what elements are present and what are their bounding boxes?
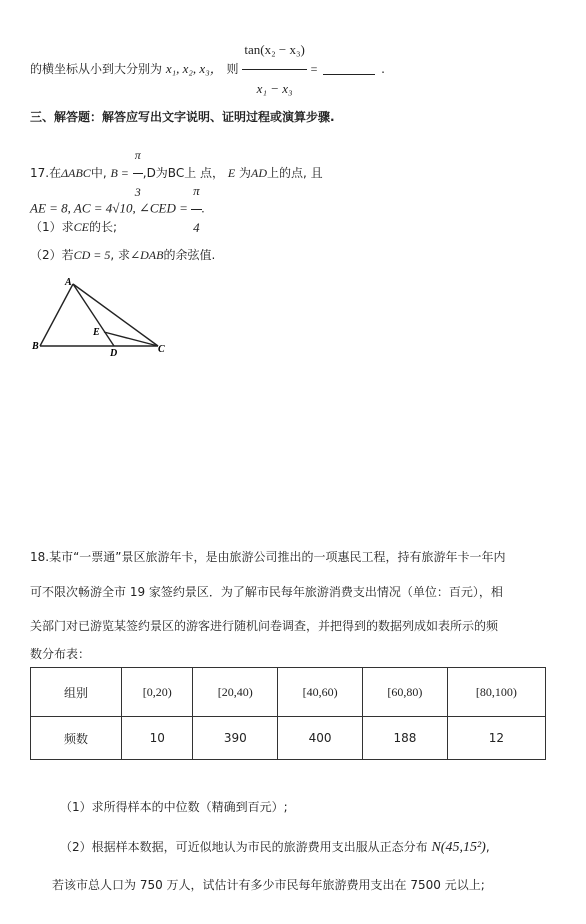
pi-symbol: π bbox=[133, 138, 143, 174]
q17-segment-ad: AD bbox=[251, 166, 268, 180]
q17-text: 17.在 bbox=[30, 166, 62, 180]
table-cell: [40,60) bbox=[278, 668, 363, 717]
q18-part1: （1）求所得样本的中位数（精确到百元）; bbox=[60, 800, 288, 814]
q17-conditions: AE = 8, AC = 4√10, ∠CED = bbox=[30, 200, 188, 216]
q17-cd-value: CD = 5 bbox=[73, 248, 111, 262]
triangle-figure bbox=[28, 276, 178, 360]
q17-triangle: ΔABC bbox=[61, 166, 91, 180]
label-e: E bbox=[93, 327, 100, 338]
side-ab bbox=[40, 284, 73, 346]
top-equals: = bbox=[310, 62, 318, 76]
top-line bbox=[30, 32, 385, 107]
q17-part2-text: （2）若 bbox=[30, 248, 74, 262]
label-d: D bbox=[110, 348, 118, 359]
q17-text: 为 bbox=[239, 166, 252, 180]
q18-part2-comma: , bbox=[485, 840, 490, 854]
top-then: 则 bbox=[226, 62, 239, 76]
table-cell: [80,100) bbox=[447, 668, 545, 717]
top-frac-den: x₁ − x₃ bbox=[256, 81, 293, 96]
table-cell: 390 bbox=[193, 717, 278, 760]
q18-part2-line2: 若该市总人口为 750 万人，试估计有多少市民每年旅游费用支出在 7500 元以上; bbox=[52, 878, 485, 892]
table-cell: 400 bbox=[278, 717, 363, 760]
answer-blank bbox=[323, 74, 375, 75]
q17-text: 上的点, 且 bbox=[267, 166, 323, 180]
q17-part2-text: 的余弦值. bbox=[163, 248, 216, 262]
q17-part2 bbox=[30, 246, 215, 263]
top-prefix: 的横坐标从小到大分别为 bbox=[30, 62, 163, 76]
q18-line2: 可不限次畅游全市 19 家签约景区．为了解市民每年旅游消费支出情况（单位：百元），相 bbox=[30, 585, 503, 599]
q17-text: 中, bbox=[90, 166, 107, 180]
q18-line4: 数分布表： bbox=[30, 647, 91, 661]
q17-text: ,D为BC上 点， bbox=[142, 166, 225, 180]
table-cell: 10 bbox=[122, 717, 193, 760]
table-header-group: 组别 bbox=[31, 668, 122, 717]
q18-part2-text: （2）根据样本数据，可近似地认为市民的旅游费用支出服从正态分布 bbox=[60, 840, 428, 854]
q17-point-e: E bbox=[227, 166, 236, 180]
top-vars: x₁, x₂, x₃， bbox=[165, 61, 223, 76]
q17-segment-ce: CE bbox=[73, 220, 89, 234]
q17-angle-b: B = bbox=[110, 166, 129, 180]
table-header-count: 频数 bbox=[31, 717, 122, 760]
table-cell: [0,20) bbox=[122, 668, 193, 717]
table-row bbox=[31, 717, 546, 760]
q17-part1-text: 的长; bbox=[88, 220, 118, 234]
q17-angle-dab: ∠DAB bbox=[130, 248, 164, 262]
label-c: C bbox=[158, 344, 165, 355]
q17-part1 bbox=[30, 218, 117, 235]
q17-pi-over-4 bbox=[191, 174, 202, 245]
denominator: 4 bbox=[193, 220, 200, 235]
pi-symbol: π bbox=[191, 174, 202, 210]
table-cell: [60,80) bbox=[363, 668, 448, 717]
denominator: 3 bbox=[134, 185, 141, 199]
q17-part2-text: , 求 bbox=[110, 248, 131, 262]
top-end: . bbox=[381, 62, 385, 76]
side-ac bbox=[73, 284, 158, 346]
normal-distribution: N(45,15²) bbox=[431, 840, 486, 855]
q18-line3: 关部门对已游览某签约景区的游客进行随机问卷调查，并把得到的数据列成如表所示的频 bbox=[30, 619, 499, 633]
table-row bbox=[31, 668, 546, 717]
q17-part1-text: （1）求 bbox=[30, 220, 74, 234]
q17-period: . bbox=[201, 200, 205, 216]
table-cell: 12 bbox=[447, 717, 545, 760]
frequency-table bbox=[30, 667, 546, 760]
q18-line1: 18.某市“一票通”景区旅游年卡，是由旅游公司推出的一项惠民工程，持有旅游年卡一年内 bbox=[30, 550, 506, 564]
section-heading: 三、解答题：解答应写出文字说明、证明过程或演算步骤. bbox=[30, 110, 335, 124]
table-cell: 188 bbox=[363, 717, 448, 760]
label-b: B bbox=[32, 341, 39, 352]
top-fraction bbox=[242, 32, 306, 107]
q18-part2 bbox=[60, 836, 490, 859]
label-a: A bbox=[65, 277, 72, 288]
top-frac-num: tan(x₂ − x₃) bbox=[242, 32, 306, 70]
table-cell: [20,40) bbox=[193, 668, 278, 717]
